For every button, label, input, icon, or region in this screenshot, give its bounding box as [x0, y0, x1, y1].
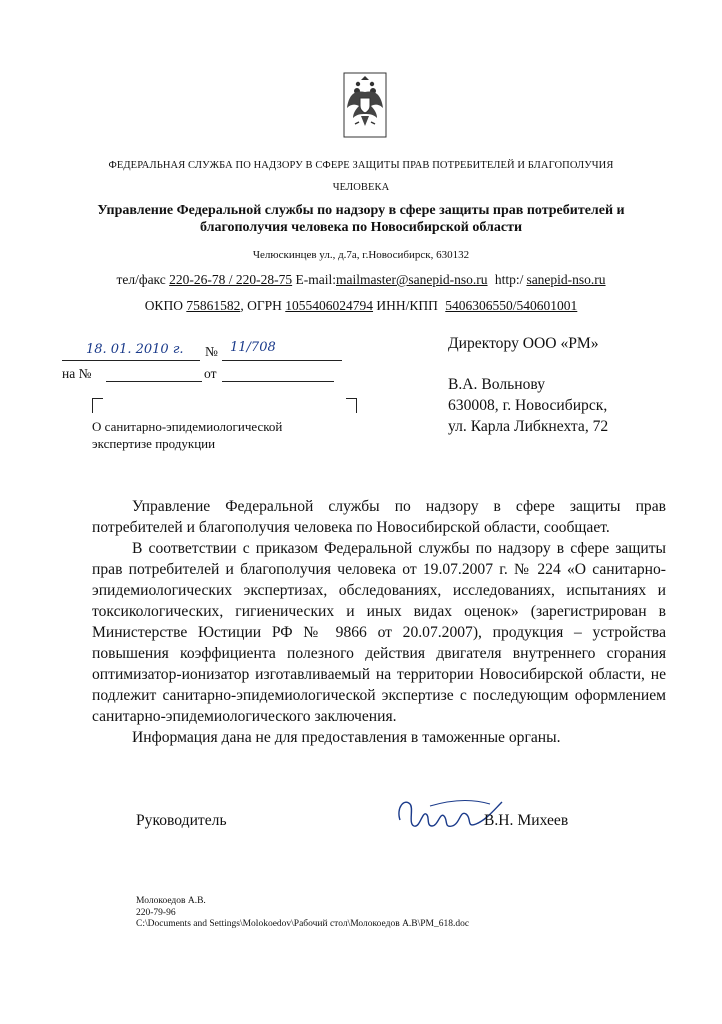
- phone-label: тел/факс: [116, 272, 166, 287]
- inn-label: ИНН/КПП: [376, 298, 438, 313]
- department-name-line2: благополучия человека по Новосибирской области: [199, 220, 523, 235]
- on-number-line: [106, 366, 202, 382]
- subject: [92, 418, 282, 452]
- from-label: от: [204, 366, 217, 381]
- recipient-position: Директору ООО «РМ»: [448, 335, 599, 352]
- recipient-city: 630008, г. Новосибирск,: [448, 397, 608, 414]
- okpo-value: 75861582: [186, 298, 241, 313]
- signatory-role: Руководитель: [136, 812, 227, 829]
- ogrn-label: , ОГРН: [240, 298, 282, 313]
- service-name-line2: ЧЕЛОВЕКА: [332, 182, 390, 193]
- subject-line1: О санитарно-эпидемиологической: [92, 419, 283, 434]
- service-name-line1: ФЕДЕРАЛЬНАЯ СЛУЖБА ПО НАДЗОРУ В СФЕРЕ ЗАЩИТЫ ПРАВ ПОТРЕБИТЕЛЕЙ И БЛАГОПОЛУЧИЯ: [108, 160, 614, 171]
- web-link[interactable]: sanepid-nso.ru: [526, 272, 606, 287]
- department-address: Челюскинцев ул., д.7а, г.Новосибирск, 630132: [252, 249, 470, 261]
- contact-line: [0, 272, 722, 288]
- body-paragraph-2: В соответствии с приказом Федеральной службы по надзору в сфере защиты прав потребителей и благополучия человека от 19.07.2007 г. № 224 «О санитарно-эпидемиологических экспертизах, обследованиях, исследованиях, испытаниях и токсикологических, гигиенических и иных видах оценок» (зарегистрирован в Министерстве Юстиции РФ № 9866 от 20.07.2007), продукция – устройства повышения коэффициента полезного действия двигателя внутреннего сгорания оптимизатор-ионизатор изготавливаемый на территории Новосибирской области, не подлежит санитарно-эпидемиологической экспертизе с последующим оформлением санитарно-эпидемиологического заключения.: [92, 540, 666, 725]
- signatory-name: В.Н. Михеев: [484, 812, 569, 829]
- on-number-label: на №: [62, 366, 92, 381]
- incoming-reference: [62, 366, 344, 386]
- email-link[interactable]: mailmaster@sanepid-nso.ru: [336, 272, 488, 287]
- body-paragraph-1: Управление Федеральной службы по надзору в сфере защиты прав потребителей и благополучия человека по Новосибирской области, сообщает.: [92, 498, 666, 536]
- recipient-street: ул. Карла Либкнехта, 72: [448, 418, 609, 435]
- document-path: C:\Documents and Settings\Molokoedov\Рабочий стол\Молокоедов А.В\РМ_618.doc: [136, 919, 470, 929]
- executor-phone: 220-79-96: [136, 907, 176, 918]
- department-name-line1: Управление Федеральной службы по надзору в сфере защиты прав потребителей и: [97, 203, 625, 218]
- subject-bracket-right: [346, 398, 357, 413]
- recipient-name: В.А. Вольнову: [448, 376, 546, 393]
- inn-value: 5406306550/540601001: [445, 298, 578, 313]
- from-line: [222, 366, 334, 382]
- subject-line2: экспертизе продукции: [92, 436, 216, 451]
- executor-name: Молокоедов А.В.: [136, 896, 206, 906]
- email-label: E-mail:: [295, 272, 337, 287]
- letter-body: [92, 496, 666, 748]
- executor-block: [136, 896, 469, 931]
- coat-of-arms-emblem: [343, 72, 387, 138]
- registration-line: [0, 298, 722, 314]
- recipient-block: [448, 333, 608, 437]
- outgoing-reference: [62, 340, 344, 364]
- web-label: http:/: [494, 272, 524, 287]
- body-paragraph-3: Информация дана не для предоставления в таможенные органы.: [132, 729, 561, 746]
- phone-number: 220-26-78 / 220-28-75: [169, 272, 293, 287]
- handwritten-number: 11/708: [230, 340, 276, 355]
- subject-bracket-left: [92, 398, 103, 413]
- russian-coat-of-arms-icon: [343, 72, 387, 138]
- handwritten-date: 18. 01. 2010 г.: [86, 342, 184, 357]
- ogrn-value: 1055406024794: [285, 298, 374, 313]
- okpo-label: ОКПО: [144, 298, 183, 313]
- number-sign: №: [205, 344, 218, 359]
